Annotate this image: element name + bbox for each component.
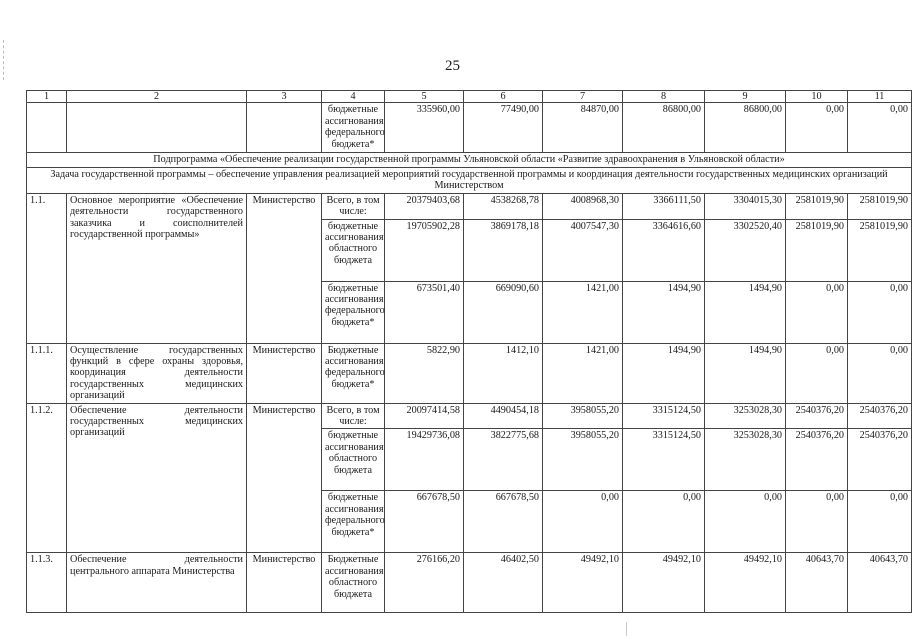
funding-source: Всего, в том числе: [322, 193, 385, 219]
value-cell: 2540376,20 [786, 429, 848, 491]
subprogram-row [27, 153, 912, 167]
column-number-row [27, 91, 912, 103]
scan-mark [626, 622, 637, 636]
value-cell: 3253028,30 [705, 403, 786, 429]
value-cell: 0,00 [848, 343, 912, 403]
item-number: 1.1.3. [27, 553, 67, 613]
value-cell: 0,00 [543, 491, 623, 553]
value-cell: 4008968,30 [543, 193, 623, 219]
funding-source: бюджетные ассигнования федерального бюджета* [322, 103, 385, 153]
funding-source: Бюджетные ассигнования федерального бюджета* [322, 343, 385, 403]
col-header: 5 [385, 91, 464, 103]
col-header: 11 [848, 91, 912, 103]
value-cell: 3315124,50 [623, 429, 705, 491]
value-cell: 49492,10 [543, 553, 623, 613]
value-cell: 1412,10 [464, 343, 543, 403]
value-cell: 3302520,40 [705, 219, 786, 281]
page-number: 25 [445, 58, 460, 74]
item-executor: Министерство [247, 193, 322, 343]
value-cell: 1494,90 [705, 281, 786, 343]
value-cell: 3822775,68 [464, 429, 543, 491]
value-cell: 335960,00 [385, 103, 464, 153]
item-number: 1.1.2. [27, 403, 67, 553]
value-cell: 0,00 [848, 281, 912, 343]
value-cell: 0,00 [848, 103, 912, 153]
value-cell: 1494,90 [623, 281, 705, 343]
value-cell: 4538268,78 [464, 193, 543, 219]
item-executor: Министерство [247, 553, 322, 613]
item-name: Обеспечение деятельности центрального аппарата Министерства [67, 553, 247, 613]
value-cell: 3958055,20 [543, 429, 623, 491]
value-cell: 0,00 [705, 491, 786, 553]
value-cell: 3364616,60 [623, 219, 705, 281]
value-cell: 3253028,30 [705, 429, 786, 491]
value-cell: 4490454,18 [464, 403, 543, 429]
col-header: 1 [27, 91, 67, 103]
value-cell: 4007547,30 [543, 219, 623, 281]
item-name: Основное мероприятие «Обеспечение деятельности государственного заказчика и соисполнителей государственной программы» [67, 193, 247, 343]
value-cell: 673501,40 [385, 281, 464, 343]
funding-source: Всего, в том числе: [322, 403, 385, 429]
col-header: 6 [464, 91, 543, 103]
value-cell: 40643,70 [848, 553, 912, 613]
value-cell: 3366111,50 [623, 193, 705, 219]
task-title: Задача государственной программы – обеспечение управления реализацией мероприятий государственной программы и координация деятельности государственных медицинских организаций Министерством [27, 167, 912, 193]
col-header: 9 [705, 91, 786, 103]
task-row [27, 167, 912, 193]
col-header: 7 [543, 91, 623, 103]
table-row [27, 103, 912, 153]
value-cell: 0,00 [786, 343, 848, 403]
value-cell: 2540376,20 [848, 403, 912, 429]
value-cell: 2540376,20 [786, 403, 848, 429]
item-name: Обеспечение деятельности государственных медицинских организаций [67, 403, 247, 553]
value-cell: 2581019,90 [786, 219, 848, 281]
value-cell: 1421,00 [543, 281, 623, 343]
value-cell: 20379403,68 [385, 193, 464, 219]
funding-source: бюджетные ассигнования федерального бюджета* [322, 281, 385, 343]
value-cell: 3958055,20 [543, 403, 623, 429]
value-cell: 19705902,28 [385, 219, 464, 281]
value-cell: 49492,10 [705, 553, 786, 613]
value-cell: 3304015,30 [705, 193, 786, 219]
value-cell: 77490,00 [464, 103, 543, 153]
value-cell: 1421,00 [543, 343, 623, 403]
value-cell: 1494,90 [623, 343, 705, 403]
value-cell: 20097414,58 [385, 403, 464, 429]
value-cell: 2581019,90 [848, 219, 912, 281]
value-cell: 86800,00 [705, 103, 786, 153]
table-row [27, 403, 912, 429]
col-header: 3 [247, 91, 322, 103]
value-cell: 2581019,90 [786, 193, 848, 219]
value-cell: 0,00 [623, 491, 705, 553]
table-row [27, 553, 912, 613]
value-cell: 3869178,18 [464, 219, 543, 281]
value-cell: 667678,50 [385, 491, 464, 553]
col-header: 4 [322, 91, 385, 103]
value-cell: 40643,70 [786, 553, 848, 613]
value-cell: 19429736,08 [385, 429, 464, 491]
item-number: 1.1. [27, 193, 67, 343]
table-row [27, 343, 912, 403]
value-cell: 46402,50 [464, 553, 543, 613]
value-cell: 2581019,90 [848, 193, 912, 219]
item-executor: Министерство [247, 343, 322, 403]
subprogram-title: Подпрограмма «Обеспечение реализации государственной программы Ульяновской области «Развитие здравоохранения в Ульяновской области» [27, 153, 912, 167]
value-cell: 0,00 [786, 491, 848, 553]
item-executor: Министерство [247, 403, 322, 553]
col-header: 8 [623, 91, 705, 103]
value-cell: 669090,60 [464, 281, 543, 343]
value-cell: 2540376,20 [848, 429, 912, 491]
value-cell: 1494,90 [705, 343, 786, 403]
value-cell: 0,00 [786, 103, 848, 153]
value-cell: 84870,00 [543, 103, 623, 153]
item-number: 1.1.1. [27, 343, 67, 403]
value-cell: 5822,90 [385, 343, 464, 403]
value-cell: 86800,00 [623, 103, 705, 153]
budget-table [26, 90, 912, 613]
col-header: 10 [786, 91, 848, 103]
funding-source: бюджетные ассигнования федерального бюджета* [322, 491, 385, 553]
value-cell: 49492,10 [623, 553, 705, 613]
item-name: Осуществление государственных функций в сфере охраны здоровья, координация деятельности государственных медицинских организаций [67, 343, 247, 403]
value-cell: 667678,50 [464, 491, 543, 553]
funding-source: бюджетные ассигнования областного бюджета [322, 429, 385, 491]
value-cell: 0,00 [848, 491, 912, 553]
funding-source: бюджетные ассигнования областного бюджета [322, 219, 385, 281]
funding-source: Бюджетные ассигнования областного бюджета [322, 553, 385, 613]
col-header: 2 [67, 91, 247, 103]
table-row [27, 193, 912, 219]
value-cell: 276166,20 [385, 553, 464, 613]
value-cell: 3315124,50 [623, 403, 705, 429]
value-cell: 0,00 [786, 281, 848, 343]
